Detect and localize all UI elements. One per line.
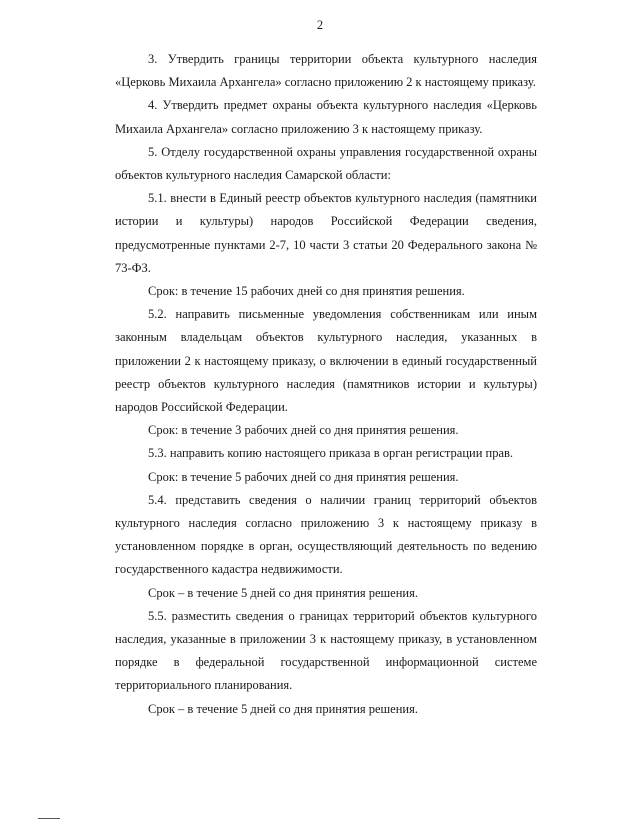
- paragraph-item-5-3: 5.3. направить копию настоящего приказа в орган регистрации прав.: [148, 446, 514, 461]
- footer-divider: [38, 818, 60, 819]
- paragraph-item-5: 5. Отделу государственной охраны управления государственной охраны объектов культурного наследия Самарской области:: [115, 144, 537, 183]
- paragraph-item-5-1: 5.1. внести в Единый реестр объектов культурного наследия (памятники истории и культуры) народов Российской Федерации сведения, предусмотренные пунктами 2-7, 10 части 3 статьи 20 Федерального закона № 73-ФЗ.: [115, 191, 537, 275]
- deadline-5-4: Срок – в течение 5 дней со дня принятия решения.: [148, 585, 418, 600]
- deadline-5-2: Срок: в течение 3 рабочих дней со дня принятия решения.: [148, 423, 459, 438]
- page-number: 2: [316, 18, 324, 32]
- deadline-5-5: Срок – в течение 5 дней со дня принятия решения.: [148, 701, 418, 716]
- deadline-5-3: Срок: в течение 5 рабочих дней со дня принятия решения.: [148, 469, 459, 484]
- deadline-5-1: Срок: в течение 15 рабочих дней со дня принятия решения.: [148, 284, 465, 299]
- paragraph-item-3: 3. Утвердить границы территории объекта культурного наследия «Церковь Михаила Архангела» согласно приложению 2 к настоящему приказу.: [115, 52, 537, 90]
- paragraph-item-5-4: 5.4. представить сведения о наличии границ территорий объектов культурного наследия согласно приложению 3 к настоящему приказу в установленном порядке в орган, осуществляющий деятельность по ведению государственного кадастра недвижимости.: [115, 492, 537, 577]
- paragraph-item-5-2: 5.2. направить письменные уведомления собственникам или иным законным владельцам объектов культурного наследия, указанных в приложении 2 к настоящему приказу, о включении в единый государственный реестр объектов культурного наследия (памятников истории и культуры) народов Российской Федерации.: [115, 307, 537, 415]
- paragraph-item-4: 4. Утвердить предмет охраны объекта культурного наследия «Церковь Михаила Архангела» согласно приложению 3 к настоящему приказу.: [115, 98, 537, 136]
- document-body: [115, 48, 537, 721]
- paragraph-item-5-5: 5.5. разместить сведения о границах территорий объектов культурного наследия, указанные в приложении 3 к настоящему приказу, в установленном порядке в федеральной государственной информационной системе территориального планирования.: [115, 608, 537, 693]
